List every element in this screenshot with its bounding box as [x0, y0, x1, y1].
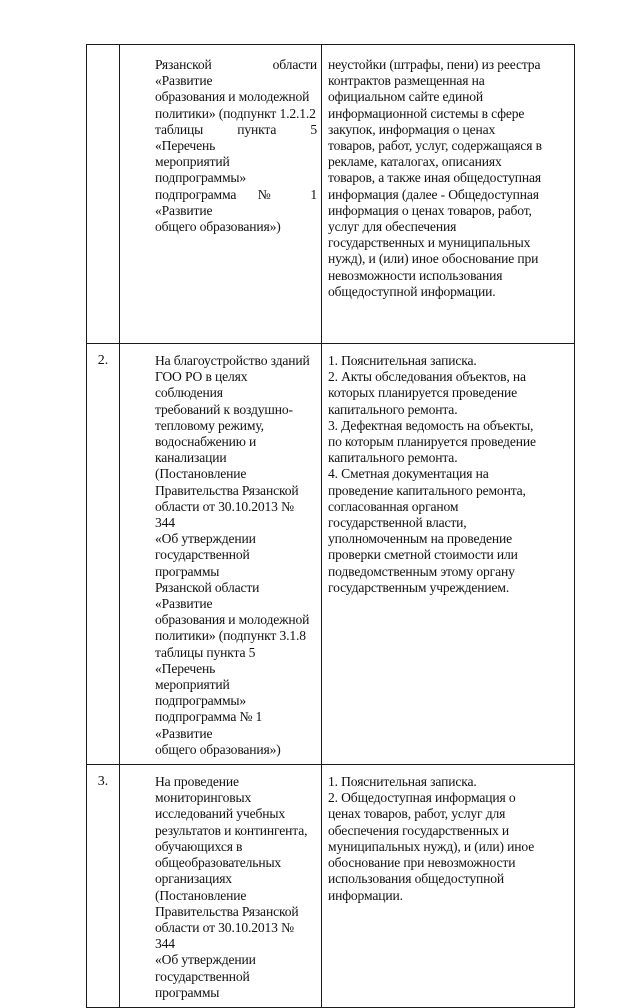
documents-cell: 1. Пояснительная записка. 2. Общедоступная информация о ценах товаров, работ, услуг для обеспечения государственных и муниципальных нужд), и (или) иное обоснование при невозможности использования общедоступной информации. [322, 765, 575, 1008]
table-row [87, 765, 575, 1008]
documents-cell: 1. Пояснительная записка. 2. Акты обследования объектов, на которых планируется проведение капитального ремонта. 3. Дефектная ведомость на объекты, по которым планируется проведение капитального ремонта. 4. Сметная документация на проведение капитального ремонта, согласованная органом государственной власти, уполномоченным на проведение проверки сметной стоимости или подведомственным этому органу государственным учреждением. [322, 344, 575, 765]
row-number [87, 45, 120, 344]
row-number: 3. [87, 765, 120, 1008]
documents-table [86, 44, 575, 1008]
basis-cell: На благоустройство зданий ГОО РО в целях соблюдения требований к воздушно- тепловому режиму, водоснабжению и канализации (Постановление Правительства Рязанской области от 30.10.2013 № 344 «Об утверждении государственной программы Рязанской области «Развитие образования и молодежной политики» (подпункт 3.1.8 таблицы пункта 5 «Перечень мероприятий подпрограммы» подпрограмма № 1 «Развитие общего образования») [120, 344, 322, 765]
basis-cell: На проведение мониторинговых исследований учебных результатов и контингента, обучающихся в общеобразовательных организациях (Постановление Правительства Рязанской области от 30.10.2013 № 344 «Об утверждении государственной программы [120, 765, 322, 1008]
documents-cell: неустойки (штрафы, пени) из реестра контрактов размещенная на официальном сайте единой информационной системы в сфере закупок, информация о ценах товаров, работ, услуг, содержащаяся в рекламе, каталогах, описаниях товаров, а также иная общедоступная информация (далее - Общедоступная информация о ценах товаров, работ, услуг для обеспечения государственных и муниципальных нужд), и (или) иное обоснование при невозможности использования общедоступной информации. [322, 45, 575, 344]
table-row [87, 45, 575, 344]
table-row [87, 344, 575, 765]
row-number: 2. [87, 344, 120, 765]
basis-cell: Рязанской области «Развитие образования и молодежной политики» (подпункт 1.2.1.2 таблицы пункта 5 «Перечень мероприятий подпрограммы» подпрограмма № 1 «Развитие общего образования») [120, 45, 322, 344]
